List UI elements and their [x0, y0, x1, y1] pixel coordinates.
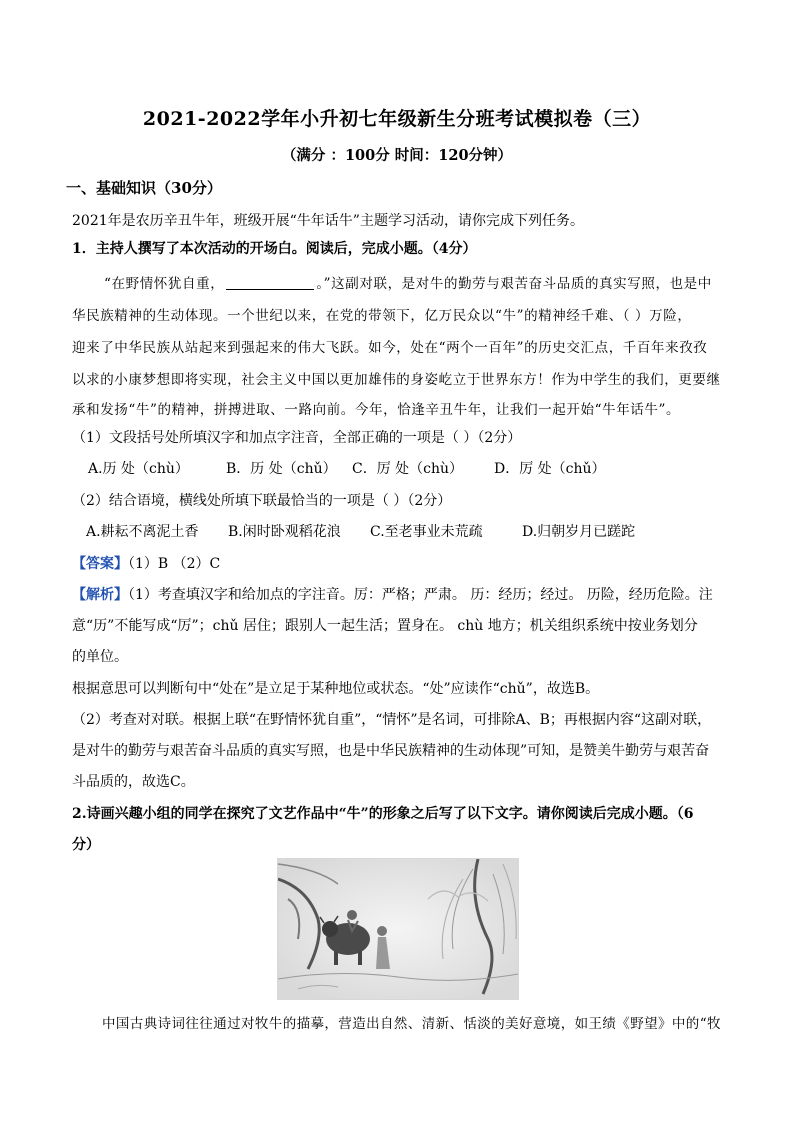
- analysis-line-3: 的单位。: [72, 649, 128, 665]
- subquestion-2: （2）结合语境，横线处所填下联最恰当的一项是（ ）（2分）: [72, 493, 452, 509]
- sub1-option-d: D．厉 处（chǔ）: [494, 461, 606, 477]
- analysis-text-1: （1）考查填汉字和给加点的字注音。厉：严格；严肃。 历：经历；经过。 历险，经历危险。注: [128, 587, 713, 603]
- sub1-option-b: B．历 处（chǔ）: [226, 461, 337, 477]
- analysis-line-4: 根据意思可以判断句中“处在”是立足于某种地位或状态。“处”应读作“chǔ”，故选B。: [72, 681, 600, 697]
- exam-title: 2021-2022学年小升初七年级新生分班考试模拟卷（三）: [142, 108, 652, 130]
- question-2-passage-line-1: 中国古典诗词往往通过对牧牛的描摹，营造出自然、清新、恬淡的美好意境，如王绩《野望》中的“牧: [102, 1016, 721, 1032]
- sub2-option-c: C.至老事业未荒疏: [370, 524, 483, 540]
- passage-line-1: [104, 272, 712, 292]
- analysis-line-2: 意“历”不能写成“厉”；chǔ 居住；跟别人一起生活；置身在。 chù 地方；机关组织系统中按业务划分: [72, 618, 698, 634]
- sub1-option-a: A.历 处（chù）: [88, 461, 189, 477]
- section-intro: 2021年是农历辛丑牛年，班级开展“牛年话牛”主题学习活动，请你完成下列任务。: [72, 213, 584, 229]
- passage-line-1-part-b: 。”这副对联，是对牛的勤劳与艰苦奋斗品质的真实写照，也是中: [316, 276, 712, 292]
- fill-blank: [226, 275, 314, 290]
- analysis-line-5: （2）考查对对联。根据上联“在野情怀犹自重”，“情怀”是名词，可排除A、B；再根据内容“这副对联，: [72, 712, 712, 728]
- question-2-stem-line-2: 分）: [72, 837, 100, 853]
- sub2-option-d: D.归朝岁月已蹉跎: [522, 524, 636, 540]
- answer-line: [72, 553, 220, 573]
- sub2-option-a: A.耕耘不离泥土香: [86, 524, 199, 540]
- analysis-line-7: 斗品质的，故选C。: [72, 774, 195, 790]
- analysis-tag: 【解析】: [72, 587, 128, 603]
- passage-line-4: 以求的小康梦想即将实现，社会主义中国以更加雄伟的身姿屹立于世界东方！作为中学生的我们，更要继: [72, 372, 721, 388]
- exam-subtitle: （满分 ：100分 时间：120分钟）: [281, 147, 513, 164]
- sub2-option-b: B.闲时卧观稻花浪: [228, 524, 341, 540]
- answer-text: （1）B （2）C: [128, 556, 221, 572]
- analysis-line-6: 是对牛的勤劳与艰苦奋斗品质的真实写照，也是中华民族精神的生动体现”可知，是赞美牛勤劳与艰苦奋: [72, 743, 710, 759]
- subquestion-1: （1）文段括号处所填汉字和加点字注音，全部正确的一项是（ ）（2分）: [72, 430, 522, 446]
- ink-painting-svg: [278, 859, 518, 999]
- passage-line-3: 迎来了中华民族从站起来到强起来的伟大飞跃。如今，处在“两个一百年”的历史交汇点，千百年来孜孜: [72, 340, 708, 356]
- ink-painting-illustration: [277, 858, 519, 1000]
- analysis-line-1: [72, 584, 713, 604]
- sub1-option-c: C．厉 处（chù）: [352, 461, 464, 477]
- passage-line-1-part-a: “在野情怀犹自重，: [104, 276, 225, 292]
- answer-tag: 【答案】: [72, 556, 128, 572]
- passage-line-5: 承和发扬“牛”的精神，拼搏进取、一路向前。今年，恰逢辛丑牛年，让我们一起开始“牛年话牛”。: [72, 402, 681, 418]
- passage-line-2: 华民族精神的生动体现。一个世纪以来，在党的带领下，亿万民众以“牛”的精神经千难、（ ）万险，: [72, 308, 692, 324]
- question-1-stem: 1．主持人撰写了本次活动的开场白。阅读后，完成小题。（4分）: [72, 241, 477, 257]
- section-heading: 一、基础知识（30分）: [66, 179, 222, 197]
- question-2-stem-line-1: 2.诗画兴趣小组的同学在探究了文艺作品中“牛”的形象之后写了以下文字。请你阅读后完成小题。（6: [72, 806, 694, 822]
